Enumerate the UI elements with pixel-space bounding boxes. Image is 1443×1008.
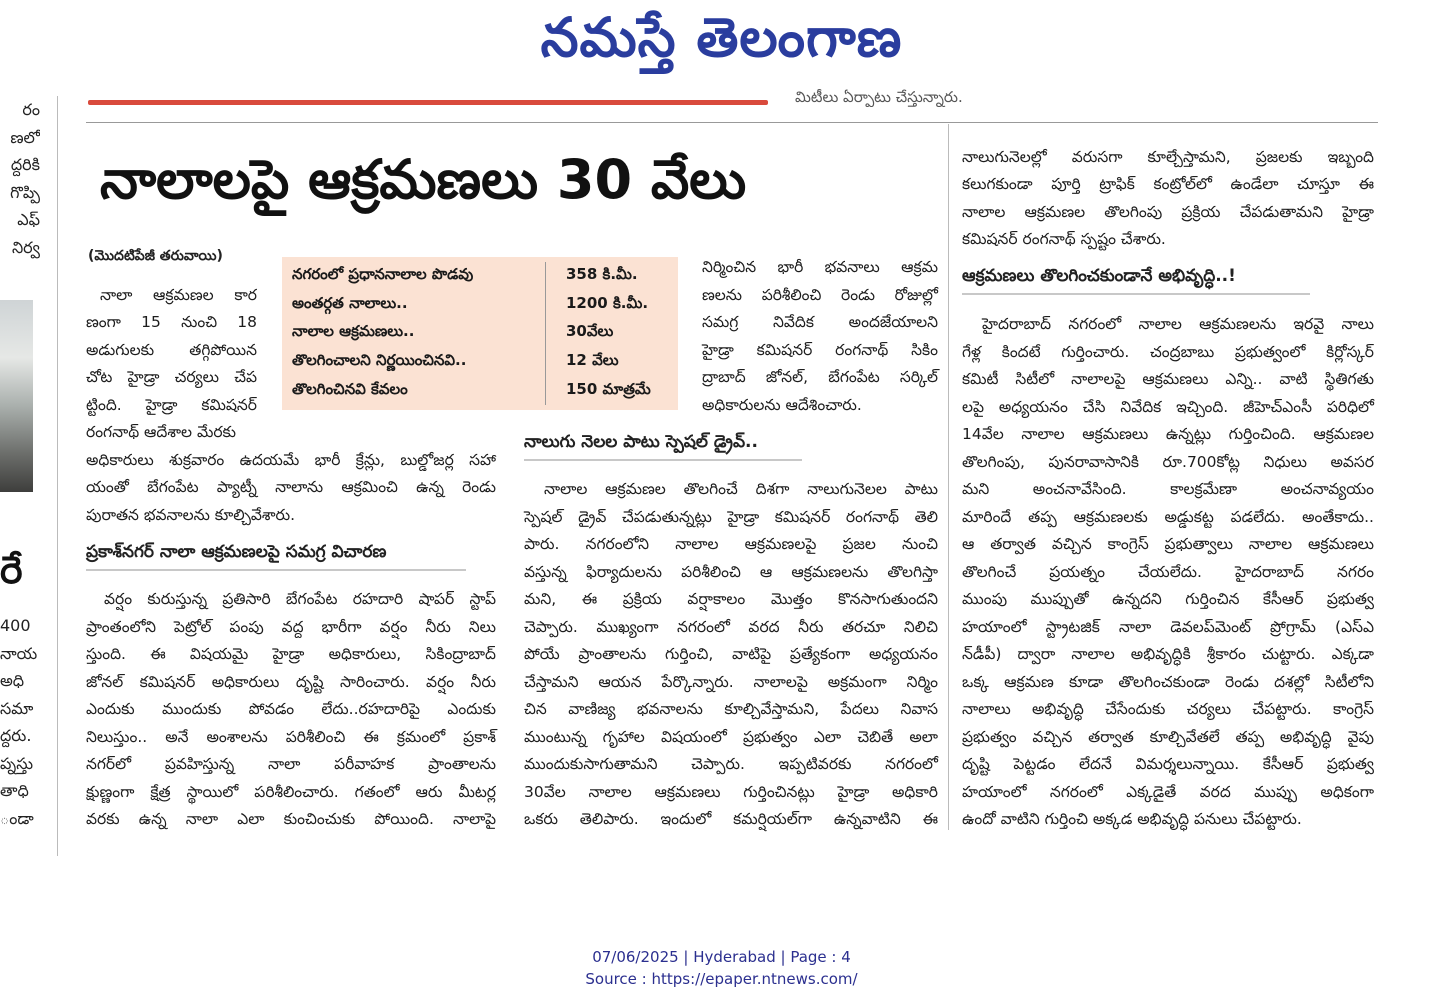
subheading-special-drive: నాలుగు నెలల పాటు స్పెషల్ డ్రైవ్.. xyxy=(524,432,758,452)
page-footer xyxy=(0,946,1443,990)
masthead-logo: నమస్తే తెలంగాణ xyxy=(540,6,903,69)
subheading-underline xyxy=(524,459,802,461)
top-cut-text: మిటీలు ఏర్పాటు చేస్తున్నారు. xyxy=(795,88,963,106)
stats-box xyxy=(282,257,678,410)
stats-row: నగరంలో ప్రధాననాలాల పొడవు 358 కి.మీ. xyxy=(292,262,672,291)
adjacent-headline-fragment: రే xyxy=(0,548,23,592)
subheading-development: ఆక్రమణలు తొలగించకుండానే అభివృద్ధి..! xyxy=(962,266,1236,286)
stats-row: తొలగించినవి కేవలం 150 మాత్రమే xyxy=(292,376,672,405)
footer-source-link[interactable]: Source : https://epaper.ntnews.com/ xyxy=(585,970,858,988)
left-column-rule xyxy=(57,96,58,856)
adjacent-article-bottom: 400 నాయ అధి సమా ద్దరు. ప్నస్తు తాధి ండా xyxy=(0,616,38,828)
article-headline: నాలాలపై ఆక్రమణలు 30 వేలు xyxy=(100,148,747,211)
subheading-underline xyxy=(962,293,1310,295)
footer-date-page: 07/06/2025 | Hyderabad | Page : 4 xyxy=(592,948,851,966)
subheading-underline xyxy=(86,569,466,571)
top-red-rule xyxy=(88,100,768,105)
stats-row: తొలగించాలని నిర్ణయించినవి.. 12 వేలు xyxy=(292,348,672,377)
subheading-prakashnagar: ప్రకాశ్‌నగర్ నాలా ఆక్రమణలపై సమగ్ర విచారణ xyxy=(86,542,387,562)
adjacent-photo xyxy=(0,300,33,492)
adjacent-article-top: రం ణలో ద్దరికి గొప్పి ఎఫ్ నిర్వ xyxy=(10,100,40,257)
stats-table xyxy=(292,262,672,405)
stats-row: అంతర్గత నాలాలు.. 1200 కి.మీ. xyxy=(292,291,672,320)
continued-note: (మొదటిపేజీ తరువాయి) xyxy=(88,248,223,264)
section-divider xyxy=(86,122,1378,123)
right-column-rule xyxy=(948,124,949,830)
stats-row: నాలాల ఆక్రమణలు.. 30వేలు xyxy=(292,319,672,348)
